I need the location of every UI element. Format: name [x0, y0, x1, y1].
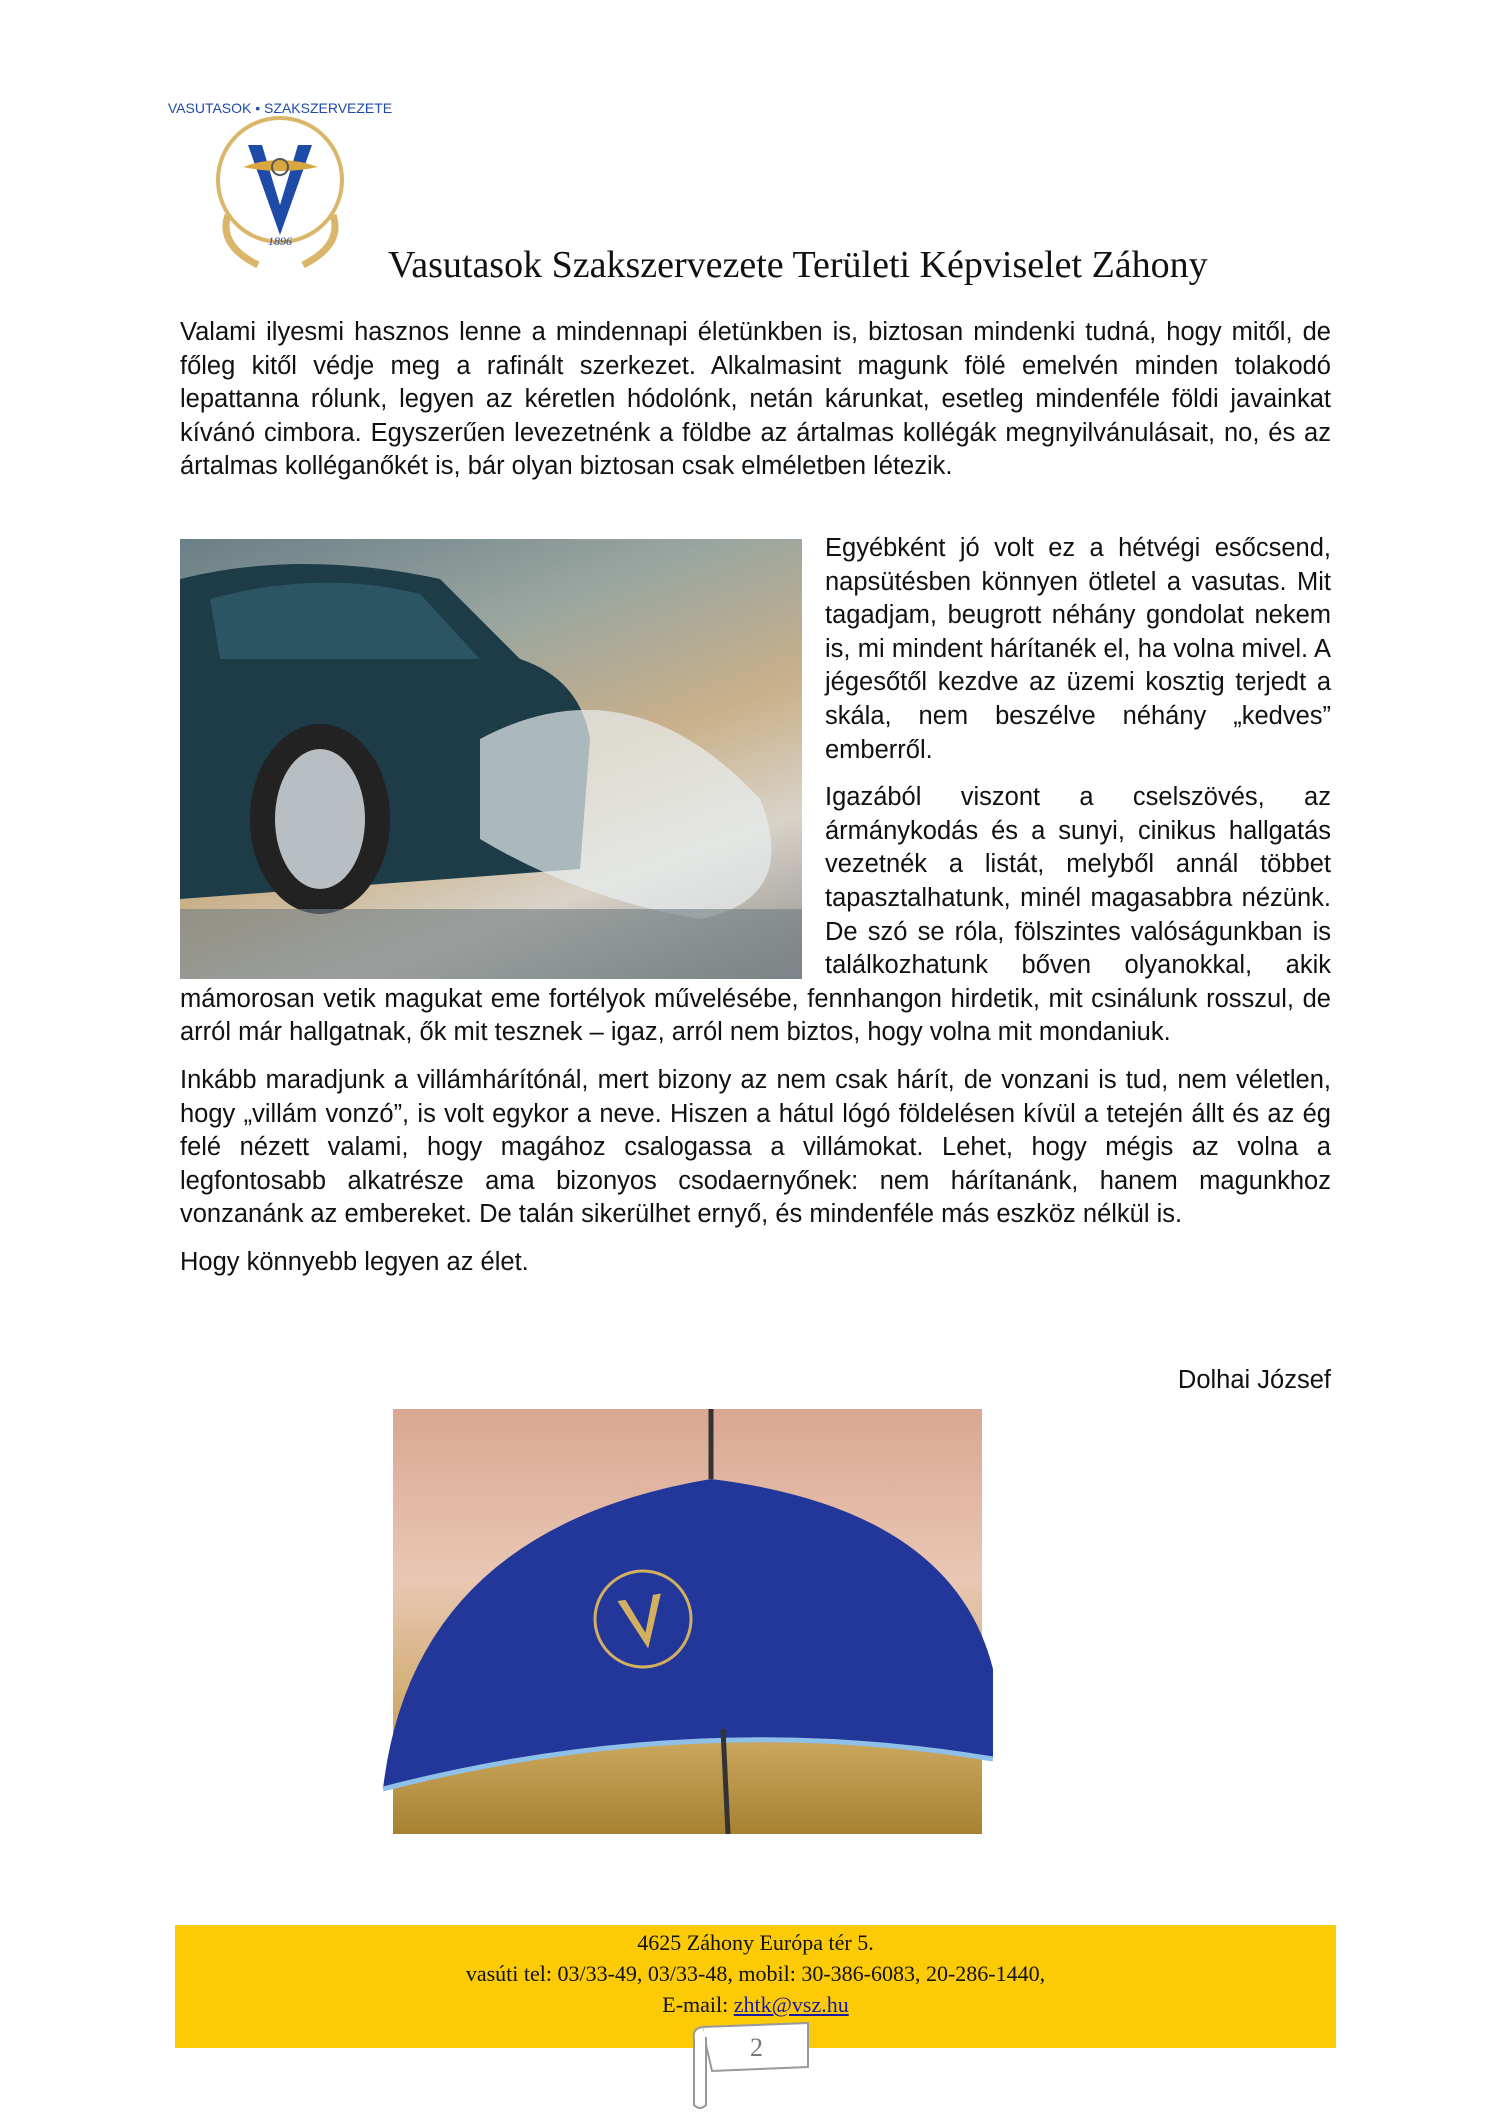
paragraph-3: Igazából viszont a cselszövés, az ármánykodás és a sunyi, cinikus hallgatás vezetnék a listát, melyből annál többet tapasztalhatunk, minél magasabbra nézünk. De szó se róla, fölszintes valóságunkban is találkozhatunk bőven olyanokkal, akik mámorosan vetik magukat eme fortélyok művelésébe, fennhangon hirdetik, mit csinálunk rosszul, de arról már hallgatnak, ők mit tesznek – igaz, arról nem biztos, hogy volna mit mondaniuk. — [180, 783, 1331, 1047]
article-body — [180, 532, 1331, 1293]
footer-address: 4625 Záhony Európa tér 5. — [637, 1930, 874, 1955]
svg-text:1896: 1896 — [268, 234, 292, 248]
paragraph-2: Egyébként jó volt ez a hétvégi esőcsend, napsütésben könnyen ötletel a vasutas. Mit tagadjam, beugrott néhány gondolat nekem is, mi mindent hárítanék el, ha volna mivel. A jégesőtől kezdve az üzemi kosztig terjedt a skála, nem beszélve néhány „kedves” emberről. — [825, 534, 1331, 764]
footer-email-label: E-mail: — [662, 1992, 734, 2017]
paragraph-5: Hogy könnyebb legyen az élet. — [180, 1247, 529, 1276]
page-number-scroll — [690, 2015, 825, 2110]
paragraph-4: Inkább maradjunk a villámhárítónál, mert bizony az nem csak hárít, de vonzani is tud, nem véletlen, hogy „villám vonzó”, is volt egykor a neve. Hiszen a hátul lógó földelésen kívül a tetején állt és az ég felé nézett valami, hogy magához csalogassa a villámokat. Lehet, hogy mégis az volna a legfontosabb alkatrésze ama bizonyos csodaernyőnek: nem hárítanánk, hanem magunkhoz vonzanánk az embereket. De talán sikerülhet ernyő, és mindenféle más eszköz nélkül is. — [180, 1065, 1331, 1229]
footer-phones: vasúti tel: 03/33-49, 03/33-48, mobil: 30-386-6083, 20-286-1440, — [465, 1961, 1046, 1986]
svg-text:VASUTASOK • SZAKSZERVEZETE: VASUTASOK • SZAKSZERVEZETE — [167, 100, 393, 116]
page-number: 2 — [750, 2033, 763, 2062]
author-signature: Dolhai József — [1177, 1366, 1331, 1394]
umbrella-photo — [393, 1409, 982, 1834]
page-title: Vasutasok Szakszervezete Területi Képviselet Záhony — [388, 244, 1208, 286]
paragraph-intro: Valami ilyesmi hasznos lenne a mindennapi életünkben is, biztosan mindenki tudná, hogy mitől, de főleg kitől védje meg a rafinált szerkezet. Alkalmasint magunk fölé emelvén minden tolakodó lepattanna rólunk, legyen az kéretlen hódolónk, netán kárunkat, esetleg mindenféle földi javainkat kívánó cimbora. Egyszerűen levezetnénk a földbe az ártalmas kollégák megnyilvánulásait, no, és az ártalmas kolléganőkét is, bár olyan biztosan csak elméletben létezik. — [180, 318, 1331, 481]
union-logo — [167, 95, 393, 275]
email-link[interactable]: zhtk@vsz.hu — [733, 1992, 849, 2017]
car-splash-photo — [180, 539, 802, 979]
